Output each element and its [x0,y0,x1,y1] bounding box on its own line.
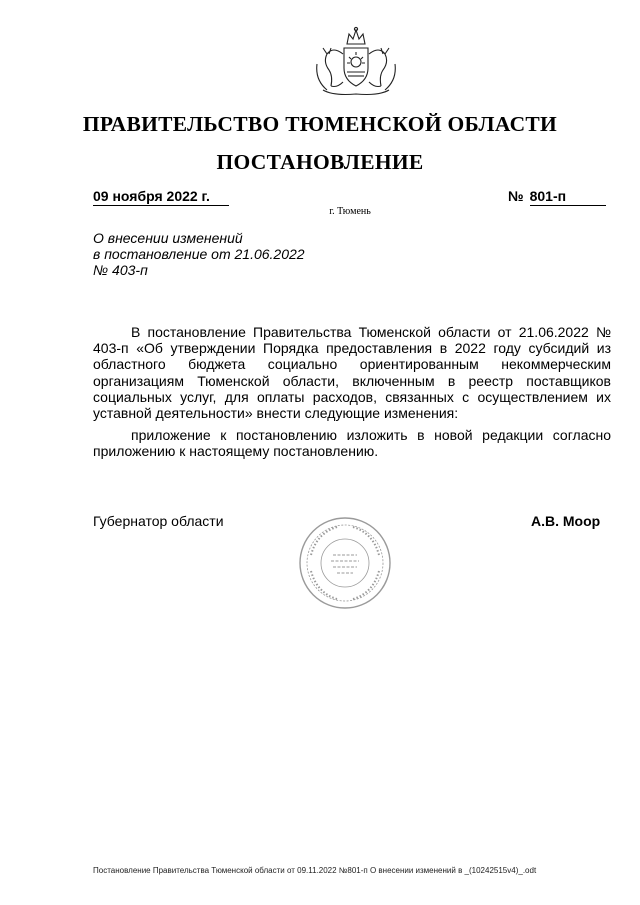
organization-title: ПРАВИТЕЛЬСТВО ТЮМЕНСКОЙ ОБЛАСТИ [82,112,558,136]
document-subject [93,230,305,278]
document-body [93,324,611,466]
footer-filename: Постановление Правительства Тюменской области от 09.11.2022 №801-п О внесении изменений в _(10242515v4)_.odt [93,866,537,875]
document-number-block [508,188,606,206]
document-date: 09 ноября 2022 г. [93,188,229,206]
coat-of-arms-emblem [313,24,399,100]
subject-line: в постановление от 21.06.2022 [93,246,305,262]
signatory-name: А.В. Моор [531,513,601,529]
subject-line: О внесении изменений [93,230,243,246]
official-seal-stamp [297,515,393,611]
document-number: 801-п [530,188,606,206]
signatory-title: Губернатор области [93,513,224,529]
body-paragraph: приложение к постановлению изложить в новой редакции согласно приложению к настоящему постановлению. [93,427,611,460]
subject-line: № 403-п [93,262,148,278]
city-label: г. Тюмень [329,206,371,217]
number-label: № [508,188,524,204]
body-paragraph: В постановление Правительства Тюменской области от 21.06.2022 № 403-п «Об утверждении Порядка предоставления в 2022 году субсидий из областного бюджета социально ориентированным некоммерческим организациям Тюменской области, включенным в реестр поставщиков социальных услуг, для оплаты расходов, связанных с осуществлением их уставной деятельности» внести следующие изменения: [93,324,611,422]
document-type-title: ПОСТАНОВЛЕНИЕ [216,150,424,174]
